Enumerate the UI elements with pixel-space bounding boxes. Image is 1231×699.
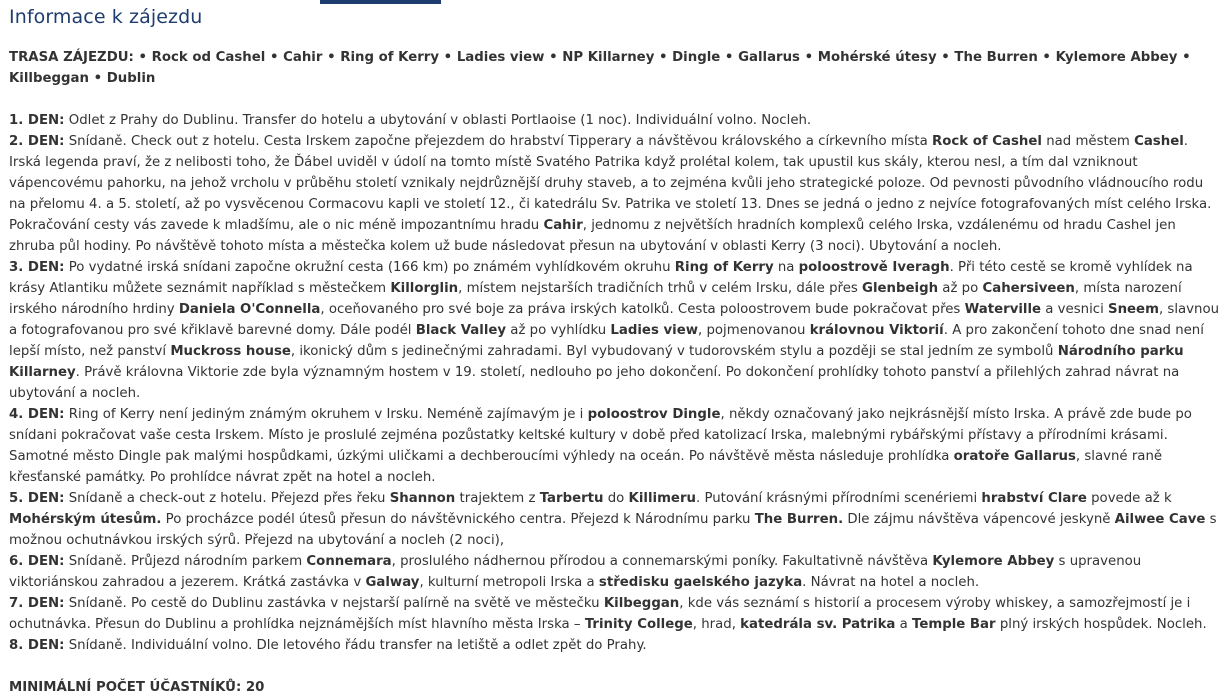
highlighted-place: Sneem xyxy=(1108,302,1159,317)
itinerary-day xyxy=(9,257,1221,404)
route-summary xyxy=(9,47,1221,89)
day-text: . Irská legenda praví, že z nelibosti toho, že Ďábel uviděl v údolí na tomto místě Svatého Patrika když prolétal kolem, tak upustil kus skály, kterou nesl, a tím dal vzniknout vápencovému pahorku, na jehož vrcholu v průběhu století vznikaly nejdrůznější druhy staveb, a to zejména kvůli jeho strategické poloze. Od pevnosti původního vládnoucího rodu na přelomu 4. a 5. století, až po vysvěcenou Cormacovu kapli ve století 12., či katedrálu Sv. Patrika ve století 13. Dnes se jedná o jedno z nejvíce fotografovaných míst celého Irska. Pokračování cesty vás zavede k mladšímu, ale o nic méně impozantnímu hradu xyxy=(9,134,1212,233)
itinerary-day xyxy=(9,635,1221,656)
itinerary-day xyxy=(9,110,1221,131)
highlighted-place: Národního parku Killarney xyxy=(9,344,1184,380)
day-label: 8. DEN: xyxy=(9,638,65,653)
highlighted-place: Mohérským útesům. xyxy=(9,512,162,527)
minimum-participants: MINIMÁLNÍ POČET ÚČASTNÍKŮ: 20 xyxy=(9,680,265,695)
day-label: 4. DEN: xyxy=(9,407,65,422)
trip-info-section xyxy=(9,4,1221,698)
day-label: 2. DEN: xyxy=(9,134,65,149)
route-stop: Mohérské útesy xyxy=(817,50,937,65)
highlighted-place: Killimeru xyxy=(628,491,696,506)
route-label: TRASA ZÁJEZDU: xyxy=(9,50,134,65)
highlighted-place: The Burren. xyxy=(754,512,844,527)
day-text: nad městem xyxy=(1041,134,1135,149)
day-text: , hrad, xyxy=(692,617,741,632)
day-text: Ring of Kerry není jediným známým okruhem v Irsku. Neméně zajímavým je i xyxy=(64,407,588,422)
highlighted-place: Cashel xyxy=(1134,134,1184,149)
highlighted-place: Ailwee Cave xyxy=(1114,512,1206,527)
day-text: , slavné raně křesťanské památky. Po prohlídce návrat zpět na hotel a nocleh. xyxy=(9,449,1163,485)
highlighted-place: oratoře Gallarus xyxy=(953,449,1076,464)
highlighted-place: Rock of Cashel xyxy=(932,134,1042,149)
day-text: až po vyhlídku xyxy=(506,323,611,338)
page-title: Informace k zájezdu xyxy=(9,6,203,28)
highlighted-place: Kylemore Abbey xyxy=(932,554,1055,569)
route-stop: Ladies view xyxy=(456,50,545,65)
day-text: , oceňovaného pro své boje za práva irských katolků. Cesta poloostrovem bude pokračovat přes xyxy=(320,302,965,317)
highlighted-place: hrabství Clare xyxy=(981,491,1087,506)
day-text: , místa narození irského národního hrdiny xyxy=(9,281,1182,317)
day-text: až po xyxy=(938,281,983,296)
highlighted-place: poloostrově Iveragh xyxy=(798,260,950,275)
highlighted-place: Waterville xyxy=(964,302,1042,317)
highlighted-place: Ladies view xyxy=(610,323,699,338)
day-label: 1. DEN: xyxy=(9,113,65,128)
day-text: plný irských hospůdek. Nocleh. xyxy=(995,617,1207,632)
day-text: s možnou ochutnávkou irských sýrů. Přejezd na ubytování a nocleh (2 noci), xyxy=(9,512,1217,548)
highlighted-place: středisku gaelského jazyka xyxy=(598,575,803,590)
highlighted-place: Glenbeigh xyxy=(862,281,939,296)
route-stop: Dingle xyxy=(672,50,721,65)
day-label: 6. DEN: xyxy=(9,554,65,569)
day-text: , někdy označovaný jako nejkrásnější místo Irska. A právě zde bude po snídani pokračovat vaše cesta Irskem. Místo je proslulé zejména pozůstatky keltské kultury v době před katolizací Irska, malebnými rybářskými přístavy a přírodními krásami. Samotné město Dingle pak malými hospůdkami, úzkými uličkami a dechberoucími výhledy na oceán. Po návštěvě města následuje prohlídka xyxy=(9,407,1192,464)
itinerary xyxy=(9,110,1221,656)
day-text: , ikonický dům s jedinečnými zahradami. Byl vybudovaný v tudorovském stylu a později se stal jedním ze symbolů xyxy=(290,344,1058,359)
day-text: , místem nejstarších tradičních trhů v celém Irsku, dále přes xyxy=(458,281,863,296)
highlighted-place: Galway xyxy=(365,575,420,590)
day-text: . Putování krásnými přírodními scenériemi xyxy=(695,491,982,506)
day-label: 7. DEN: xyxy=(9,596,65,611)
itinerary-day xyxy=(9,488,1221,551)
route-stop: Dublin xyxy=(106,71,156,86)
day-text: , proslulého nádhernou přírodou a connemarskými poníky. Fakultativně návštěva xyxy=(391,554,933,569)
day-text: do xyxy=(603,491,629,506)
highlighted-place: Shannon xyxy=(389,491,456,506)
highlighted-place: Daniela O'Connella xyxy=(178,302,321,317)
day-text: Snídaně. Check out z hotelu. Cesta Irskem započne přejezdem do hrabství Tipperary a návštěvou královského a církevního místa xyxy=(64,134,932,149)
route-stop: Ring of Kerry xyxy=(340,50,440,65)
day-text: . Návrat na hotel a nocleh. xyxy=(802,575,980,590)
day-text: , kulturní metropoli Irska a xyxy=(419,575,599,590)
route-stop: Cahir xyxy=(283,50,323,65)
day-text: Odlet z Prahy do Dublinu. Transfer do hotelu a ubytování v oblasti Portlaoise (1 noc). Individuální volno. Nocleh. xyxy=(64,113,812,128)
day-text: Snídaně. Individuální volno. Dle letového řádu transfer na letiště a odlet zpět do Prahy. xyxy=(64,638,647,653)
highlighted-place: Killorglin xyxy=(390,281,459,296)
route-stop: Gallarus xyxy=(738,50,800,65)
highlighted-place: poloostrov Dingle xyxy=(587,407,721,422)
highlighted-place: královnou Viktorií xyxy=(809,323,944,338)
day-text: Po vydatné irská snídani započne okružní cesta (166 km) po známém vyhlídkovém okruhu xyxy=(64,260,675,275)
day-text: povede až k xyxy=(1086,491,1172,506)
day-label: 5. DEN: xyxy=(9,491,65,506)
itinerary-day xyxy=(9,593,1221,635)
highlighted-place: Connemara xyxy=(306,554,392,569)
highlighted-place: katedrála sv. Patrika xyxy=(740,617,896,632)
day-text: , slavnou a fotografovanou pro své křiklavě barevné domy. Dále podél xyxy=(9,302,1220,338)
day-text: Dle zájmu návštěva vápencové jeskyně xyxy=(843,512,1115,527)
day-text: , kde vás seznámí s historií a procesem výroby whiskey, a samozřejmostí je i ochutnávka. Přesun do Dublinu a prohlídka nejznámějších míst hlavního města Irska – xyxy=(9,596,1191,632)
highlighted-place: Black Valley xyxy=(415,323,507,338)
route-stop: Killbeggan xyxy=(9,71,89,86)
route-stop: Kylemore Abbey xyxy=(1055,50,1178,65)
day-text: trajektem z xyxy=(455,491,540,506)
day-text: a vesnici xyxy=(1041,302,1108,317)
day-text: a xyxy=(895,617,913,632)
day-text: s upravenou viktoriánskou zahradou a jezerem. Krátká zastávka v xyxy=(9,554,1142,590)
day-label: 3. DEN: xyxy=(9,260,65,275)
day-text: Po procházce podél útesů přesun do návštěvnického centra. Přejezd k Národnímu parku xyxy=(161,512,755,527)
highlighted-place: Tarbertu xyxy=(539,491,604,506)
highlighted-place: Muckross house xyxy=(170,344,291,359)
highlighted-place: Cahir xyxy=(543,218,583,233)
itinerary-day xyxy=(9,131,1221,257)
highlighted-place: Cahersiveen xyxy=(982,281,1075,296)
day-text: , pojmenovanou xyxy=(698,323,810,338)
day-text: . A pro zakončení tohoto dne snad není lepší místo, než panství xyxy=(9,323,1204,359)
highlighted-place: Trinity College xyxy=(584,617,693,632)
route-stop: Rock od Cashel xyxy=(151,50,266,65)
day-text: , jednomu z největších hradních komplexů celého Irska, vzdálenému od hradu Cashel jen zhruba půl hodiny. Po návštěvě tohoto místa a městečka kolem už bude následovat přesun na ubytování v oblasti Kerry (3 noci). Ubytování a nocleh. xyxy=(9,218,1176,254)
highlighted-place: Temple Bar xyxy=(912,617,996,632)
day-text: Snídaně a check-out z hotelu. Přejezd přes řeku xyxy=(64,491,390,506)
day-text: Snídaně. Průjezd národním parkem xyxy=(64,554,307,569)
route-stop: The Burren xyxy=(954,50,1038,65)
day-text: Snídaně. Po cestě do Dublinu zastávka v nejstarší palírně na světě ve městečku xyxy=(64,596,604,611)
itinerary-day xyxy=(9,551,1221,593)
route-stops: • Rock od Cashel • Cahir • Ring of Kerry • Ladies view • NP Killarney • Dingle • Gallarus • Mohérské útesy • The Burren • Kylemore Abbey • Killbeggan • Dublin xyxy=(9,50,1191,86)
day-text: na xyxy=(773,260,799,275)
route-stop: NP Killarney xyxy=(562,50,655,65)
day-text: . Při této cestě se kromě vyhlídek na krásy Atlantiku můžete seznámit například s městečkem xyxy=(9,260,1193,296)
highlighted-place: Kilbeggan xyxy=(603,596,680,611)
itinerary-day xyxy=(9,404,1221,488)
highlighted-place: Ring of Kerry xyxy=(674,260,774,275)
day-text: . Právě královna Viktorie zde byla významným hostem v 19. století, nedlouho po jeho dokončení. Po dokončení prohlídky tohoto panství a přilehlých zahrad návrat na ubytování a nocleh. xyxy=(9,365,1180,401)
